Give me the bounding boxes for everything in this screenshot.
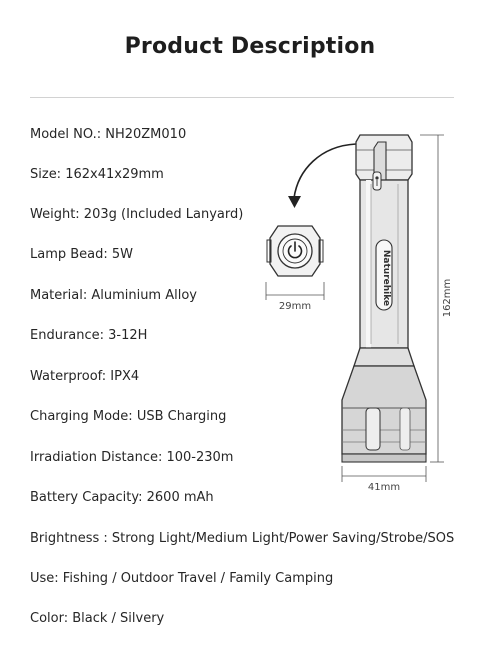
spec-model: Model NO.: NH20ZM010	[30, 127, 187, 142]
spec-charging-mode: Charging Mode: USB Charging	[30, 409, 227, 424]
spec-brightness: Brightness : Strong Light/Medium Light/Power Saving/Strobe/SOS	[30, 531, 455, 546]
page-title: Product Description	[124, 34, 376, 59]
dimension-41mm	[342, 466, 426, 493]
flashlight-illustration	[250, 120, 480, 500]
spec-waterproof: Waterproof: IPX4	[30, 369, 140, 384]
spec-battery-capacity: Battery Capacity: 2600 mAh	[30, 490, 214, 505]
spec-weight: Weight: 203g (Included Lanyard)	[30, 207, 244, 222]
title-divider	[30, 97, 454, 98]
spec-color: Color: Black / Silvery	[30, 611, 165, 626]
arrow-down-icon	[288, 144, 356, 208]
brand-logo-text: Naturehike	[381, 249, 391, 307]
dimension-29mm	[266, 282, 324, 312]
dim-label-162mm: 162mm	[442, 278, 453, 318]
spec-endurance: Endurance: 3-12H	[30, 328, 148, 343]
spec-use: Use: Fishing / Outdoor Travel / Family Camping	[30, 571, 334, 586]
usb-icon	[373, 172, 381, 190]
flashlight-body	[342, 135, 426, 462]
spec-irradiation-distance: Irradiation Distance: 100-230m	[30, 450, 234, 465]
dim-label-29mm: 29mm	[278, 301, 312, 312]
button-cap-view	[267, 226, 323, 276]
spec-material: Material: Aluminium Alloy	[30, 288, 197, 303]
spec-size: Size: 162x41x29mm	[30, 167, 164, 182]
spec-lamp-bead: Lamp Bead: 5W	[30, 247, 134, 262]
dim-label-41mm: 41mm	[367, 482, 401, 493]
